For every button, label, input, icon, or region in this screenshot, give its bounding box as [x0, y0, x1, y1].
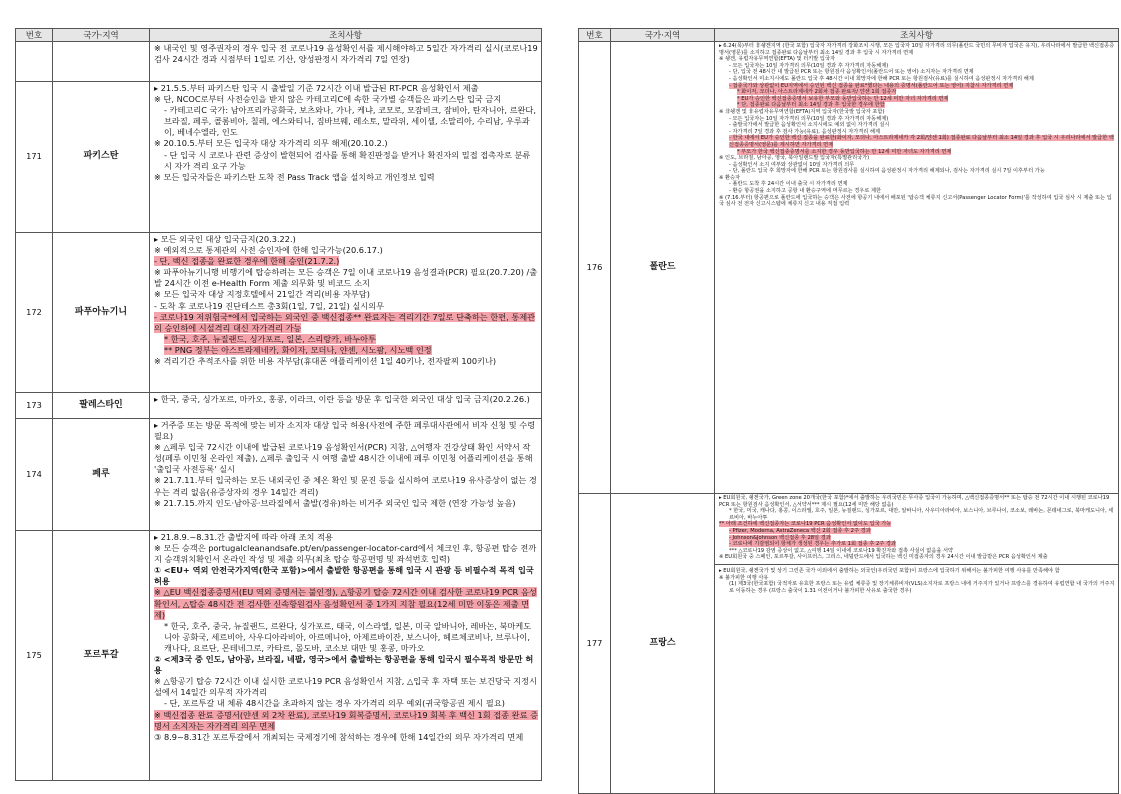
measure-line: - 단, 폴란드 입국 후 희망자에 한해 PCR 또는 항원검사를 실시하여 음성판정시 자가격리 해제되나, 검사는 자가격리 실시 7일 이후부터 가능: [729, 168, 1045, 175]
measure-line: ※ 환승자: [719, 174, 741, 181]
measure-line: ② <제3국 중 인도, 남아공, 브라질, 네팔, 영국>에서 출발하는 항공편을 통해 입국시 필수목적 방문만 허용: [154, 654, 534, 676]
header-measures: 조치사항: [150, 29, 542, 42]
measure-line: ※ 격리기간 추적조사를 위한 비용 자부담(휴대폰 애플리케이션 1일 40키나, 전자팔찌 100키나): [154, 356, 497, 367]
measure-line: ▸ 6.24(목)부터 非쉥겐지역 (한국 포함) 입국자 자가격리 강화조치 시행, 모든 입국자 10일 자가격리 의무(폴란드 국민의 무비자 입국은 유지), 우리나라에서 발급한 백신접종증명서(영문)를 소지하고 접종완료 다음날부터 최소 14일 경과 후 입국 시 자가격리 면제: [719, 43, 1115, 56]
measure-line: ※ 파푸아뉴기니행 비행기에 탑승하려는 모든 승객은 7일 이내 코로나19 음성결과(PCR) 필요(20.7.20) /출발 24시간 이전 e-Health Form 제출 의무화 및 비코드 소지: [154, 267, 538, 289]
table-header: [579, 29, 1119, 42]
right-table: [578, 28, 1119, 794]
table-row: [16, 82, 542, 233]
measure-line: * 단, 접종완료 다음날부터 최소 14일 경과 후 입국한 경우에 한함: [737, 102, 885, 109]
measure-line: - 폴란드 도착 후 24시간 이내 출국 시 자가격리 면제: [729, 181, 848, 188]
table-row: [16, 419, 542, 531]
measure-line: ※ 예외적으로 통제관의 사전 승인자에 한해 입국가능(20.6.17.): [154, 245, 383, 256]
table-row: [16, 233, 542, 393]
measures-cell: [150, 531, 542, 781]
measure-line: - 도착 후 코로나19 진단테스트 총3회(1일, 7일, 21일) 실시의무: [154, 300, 385, 311]
measure-line: ※ △페루 입국 72시간 이내에 발급된 코로나19 음성확인서(PCR) 지참, △여행자 건강상태 확인 서약서 작성(페루 이민청 온라인 제출), △페루 출입국 시 여행 출발 48시간 이내에 페루 이민청 어플리케이션을 통해 '출입국 사전등록' 실시: [154, 442, 533, 475]
section-divider: [715, 564, 1118, 565]
country-name: 팔레스타인: [53, 393, 150, 419]
header-country: 국가·지역: [53, 29, 150, 42]
measure-line: ※ 불가피한 여행 사유: [719, 574, 769, 581]
measure-line: ※ 21.7.11.부터 입국하는 모든 내외국인 중 체온 확인 및 문진 등을 실시하여 코로나19 유사증상이 없는 경우는 격리 없음(유증상자의 경우 14일간 격리): [154, 475, 537, 497]
row-number: 175: [16, 531, 53, 781]
measure-line: ③ 8.9~8.31간 포르투갈에서 개최되는 국제경기에 참석하는 경우에 한해 14일간의 의무 자가격리 면제: [154, 731, 524, 742]
measure-line: * 화이저, 모더나, 아스트라제네카 2회차 접종 완료자/ 얀센 1회 접종자: [737, 89, 897, 96]
measure-line: ① <EU+ 역외 안전국가지역(한국 포함)>에서 출발한 항공편을 통해 입국 시 관광 등 비필수적 목적 입국 허용: [154, 565, 534, 587]
country-name: 파키스탄: [53, 82, 150, 233]
measure-line: - Pfizer, Moderna, AstraZeneca 백신 2회 접종 후 2주 경과: [729, 527, 871, 534]
measure-line: ※ 쉥겐, 유럽자유무역연합(EFTA) 및 터키발 입국자: [719, 56, 835, 63]
header-country: 국가·지역: [611, 29, 715, 42]
measure-line: - 단, 입국 전 48시간 내 발급된 PCR 또는 항원검사 음성확인서(폴란드어 또는 영어) 소지자는 자가격리 면제: [729, 69, 974, 76]
measure-line: ※ EU회원국 중 스페인, 포르투갈, 사이프러스, 그리스, 네덜란드에서 입국하는 백신 미접종자의 경우 24시간 이내 발급받은 PCR 음성확인서 제출: [719, 554, 1048, 561]
header-measures: 조치사항: [715, 29, 1119, 42]
measure-line: ** PNG 정부는 아스트라제네카, 화이자, 모더나, 얀센, 시노팜, 시노백 인정: [164, 344, 432, 355]
measure-line: ▸ 21.8.9.~8.31.간 출발지에 따라 아래 조치 적용: [154, 532, 333, 542]
measure-line: ※ 20.10.5.부터 모든 입국자 대상 자가격리 의무 해제(20.10.2.): [154, 138, 388, 149]
header-no: 번호: [16, 29, 53, 42]
measure-line: - 단 입국 시 코로나 관련 증상이 발현되어 검사를 통해 확진판정을 받거나 확진자의 밀접 접촉자로 분류 시 자가 격리 요구 가능: [164, 149, 531, 171]
row-number: 176: [579, 42, 611, 494]
measure-line: - 카테고리C 국가: 남아프리카공화국, 보츠와나, 가나, 케냐, 코모로, 모잠비크, 잠비아, 탄자니아, 르완다, 브라질, 페루, 콜롬비아, 칠레, 에스와티니, 짐바브웨, 레소토, 말라위, 세이셸, 소말리아, 수리남, 우루과이, 베네수엘라, 인도: [164, 105, 536, 138]
measures-cell: [715, 42, 1119, 494]
measure-line: - 단, 백신 접종을 완료한 경우에 한해 승인(21.7.2.): [154, 256, 340, 267]
measure-line: - 단, 포르투갈 내 체류 48시간을 초과하지 않는 경우 자가격리 의무 예외(귀국항공권 제시 필요): [164, 698, 505, 709]
measure-line: - 환승 항공권을 소지하고 공항 내 환승구역에 머무르는 경우로 제한: [729, 188, 882, 195]
measure-line: ▸ EU회원국, 쉥겐국가 및 상기 그린존 국가 이외에서 출발하는 외국인(우리국민 포함)이 프랑스에 입국하기 위해서는 불가피한 여행 사유를 만족해야 함: [719, 567, 1060, 574]
measures-cell: [150, 42, 542, 82]
measure-line: * 부모가 한국 백신접종증명서를 소지한 경우 동반입국하는 만 12세 미만 자녀도 자가격리 면제: [737, 148, 952, 155]
measure-line: ※ (7.16.부터) 항공편으로 폴란드에 입국하는 승객은 사전에 항공기 내에서 배포된 '탑승객 체류지 신고서(Passenger Locator Form)'를 작성하여 입국 심사 시 제출 또는 입국 심사 전 전자 신고시스템에 체류지 신고 내용 직접 입력: [719, 194, 1112, 208]
measure-line: - 출발국가에서 발급한 음성확인서 소지시에도 예외 없이 자가격리 실시: [729, 122, 890, 129]
measure-line: - 코로나에 기감염되어 항체가 생성된 경우는 추가로 1회 접종 후 2주 경과: [729, 541, 896, 548]
table-row: [16, 531, 542, 781]
country-name: 폴란드: [611, 42, 715, 494]
measure-line: ▸ 모든 외국인 대상 입국금지(20.3.22.): [154, 234, 296, 244]
measure-line: - 한국 내에서 EU가 승인한 백신 접종을 완료한(화이자, 모더나, 아스트라제네카 각 2회/얀센 1회) 접종완료 다음날부터 최소 14일 경과 후 입국 시 우리나라에서 발급한 백신접종증명서(영문)를 제시하면 자가격리 면제: [729, 135, 1114, 148]
measure-line: ※ 단, NCOC로부터 사전승인을 받지 않은 카테고리C에 속한 국가별 승객들은 파키스탄 입국 금지: [154, 94, 502, 105]
measure-line: - 음성확인서 소지 여부와 상관없이 10일 자가격리 의무: [729, 161, 855, 168]
measure-line: - 모든 입국자는 10일 자가격리 의무(10일 경과 후 자가격리 자동해제): [729, 115, 889, 122]
measure-line: - 코로나19 저위험국*에서 입국하는 외국인 중 백신접종** 완료자는 격리기간 7일로 단축하는 한편, 통제관의 승인하에 시설격리 대신 자가격리 가능: [154, 311, 536, 333]
country-name: 파푸아뉴기니: [53, 233, 150, 393]
measure-line: * 한국, 미국, 캐나다, 홍콩, 이스라엘, 호주, 일본, 뉴질랜드, 싱가포르, 대만, 알바니아, 사우디아라비아, 보스니아, 브루나이, 코소보, 레바논, 몬테네그로, 북마케도니아, 세르비아, 바누아투: [729, 508, 1114, 521]
measure-line: - 자가격리 7일 경과 후 검사 가능(유료), 음성판정시 자가격리 해제: [729, 128, 880, 135]
measure-line: ※ 백신접종 완료 증명서(얀센 외 2차 완료), 코로나19 회복증명서, 코로나19 회복 후 백신 1회 접종 완료 증명서 소지자는 자가격리 의무 면제: [154, 709, 538, 731]
measure-line: - 모든 입국자는 10일 자가격리 의무(10일 경과 후 자가격리 자동해제): [729, 62, 889, 69]
country-name: 프랑스: [611, 494, 715, 794]
measure-line: ▸ EU회원국, 쉥겐국가, Green zone 20개국(한국 포함)*에서 출발하는 우리국민은 무사증 입국이 가능하며, △백신접종증명서** 또는 탑승 전 72시간 이내 시행된 코로나19 PCR 또는 항원검사 음성확인서, △서약서*** 제시 필요(12세 미만 해당 없음): [719, 495, 1110, 508]
left-table: [15, 28, 542, 781]
measure-line: ※ 非쉥겐 및 非유럽자유무역연합(EFTA)지역 입국자(한국발 입국자 포함): [719, 108, 885, 115]
table-header: [16, 29, 542, 42]
measure-line: * 한국, 호주, 중국, 뉴질랜드, 르완다, 싱가포르, 태국, 이스라엘, 일본, 미국 알바니아, 레바논, 북마케도니아 공화국, 세르비아, 사우디아라비아, 아르메니아, 아제르바이잔, 보스니아, 헤르체코비나, 브루나이, 캐나다, 요르단, 몬테네그로, 카타르, 몰도바, 코소보 대만 및 홍콩, 마카오: [164, 620, 532, 653]
measures-cell: [150, 419, 542, 531]
row-number: 172: [16, 233, 53, 393]
table-row: [579, 42, 1119, 494]
measures-cell: [150, 393, 542, 419]
measures-cell: [715, 494, 1119, 794]
table-row: [16, 393, 542, 419]
measure-line: ※ △EU 백신접종증명서(EU 역외 증명서는 불인정), △항공기 탑승 72시간 이내 검사한 코로나19 PCR 음성확인서, △탑승 48시간 전 검사한 신속항원검사 음성확인서 중 1가지 지참 필요(12세 미만 이동은 제출 면제): [154, 587, 537, 620]
table-row: [16, 42, 542, 82]
measure-line: - Johnson&Johnson 백신접종 후 28일 경과: [729, 534, 831, 541]
measure-line: ▸ 21.5.5.부터 파키스탄 입국 시 출발일 기준 72시간 이내 발급된 RT-PCR 음성확인서 제출: [154, 83, 479, 93]
measure-line: ** 아래 조건하에 백신접종자는 코로나19 PCR 음성확인서 없이도 입국 가능: [719, 521, 892, 528]
header-no: 번호: [579, 29, 611, 42]
row-number: 177: [579, 494, 611, 794]
measure-line: - 음성확인서 미소지시에도 폴란드 입국 후 48시간 이내 희망자에 한해 PCR 또는 항원검사(유료)를 실시하여 음성판정시 자가격리 해제: [729, 75, 1034, 82]
measures-cell: [150, 82, 542, 233]
row-number: 173: [16, 393, 53, 419]
measure-line: *** △코로나19 감염 증상이 없고, △여행 14일 이내에 코로나19 확진자와 접촉 사실이 없음을 서약: [729, 547, 954, 554]
measure-line: ※ △항공기 탑승 72시간 이내 실시한 코로나19 PCR 음성확인서 지참, △입국 후 자택 또는 보건당국 지정시설에서 14일간 의무적 자가격리: [154, 676, 538, 698]
measure-line: ※ 모든 입국자 대상 지정호텔에서 21일간 격리(비용 자부담): [154, 289, 370, 300]
measure-line: ※ 모든 승객은 portugalcleanandsafe.pt/en/passenger-locator-card에서 체크인 후, 항공편 탑승 전까지 승객위치확인서 온라인 작성 및 제출 의무(최초 탑승 항공편명 및 좌석번호 입력): [154, 543, 537, 565]
measure-line: (1) 제3국(한국포함) 국적자로 유효한 프랑스 또는 유럽 체류증 및 장기체류비자(VLS)소지자로 프랑스 내에 거주지가 있거나 프랑스를 경유하여 유럽연합 내 국가의 거주지로 이동하는 경우 (프랑스 출국이 1.31 이전이거나 불가피한 사유로 출국한 경우): [729, 581, 1115, 594]
measure-line: ※ 21.7.15.까지 인도·남아공·브라질에서 출발(경유)하는 비거주 외국인 입국 제한 (연장 가능성 높음): [154, 497, 516, 508]
country-name: 포르투갈: [53, 531, 150, 781]
measure-line: ▸ 한국, 중국, 싱가포르, 마카오, 홍콩, 이라크, 이란 등을 방문 후 입국한 외국인 대상 입국 금지(20.2.26.): [154, 394, 530, 404]
table-row: [579, 494, 1119, 794]
measure-line: - 접종국가와 상관없이 EU지역에서 승인된 백신 접종을 완료*했다는 내용의 증명서(폴란드어 또는 영어) 지참시 자가격리 면제: [729, 82, 1014, 89]
measure-line: ▸ 거주증 또는 방문 목적에 맞는 비자 소지자 대상 입국 허용(사전에 주한 페루대사관에서 비자 신청 및 수령 필요): [154, 420, 536, 442]
row-number: 171: [16, 82, 53, 233]
measure-line: * 한국, 호주, 뉴질랜드, 싱가포르, 일본, 스리랑카, 바누아투: [164, 333, 376, 344]
measure-line: ※ 모든 입국자들은 파키스탄 도착 전 Pass Track 앱을 설치하고 개인정보 입력: [154, 171, 435, 182]
measures-cell: [150, 233, 542, 393]
measure-line: ※ 내국인 및 영주권자의 경우 입국 전 코로나19 음성확인서를 제시해야하고 5일간 자가격리 실시(코로나19검사 24시간 경과 시점부터 1일로 기산, 양성판정시 자가격리 7일 연장): [154, 43, 538, 65]
measure-line: ※ 인도, 브라질, 남아공, 영국, 북아일랜드발 입국자(특별관리국가): [719, 155, 870, 162]
country-name: 페루: [53, 419, 150, 531]
row-number: 174: [16, 419, 53, 531]
measure-line: * EU가 승인한 백신접종증명서 보유한 부모와 동반입국하는 만 12세 미만 자녀 자가격리 면제: [737, 95, 949, 102]
